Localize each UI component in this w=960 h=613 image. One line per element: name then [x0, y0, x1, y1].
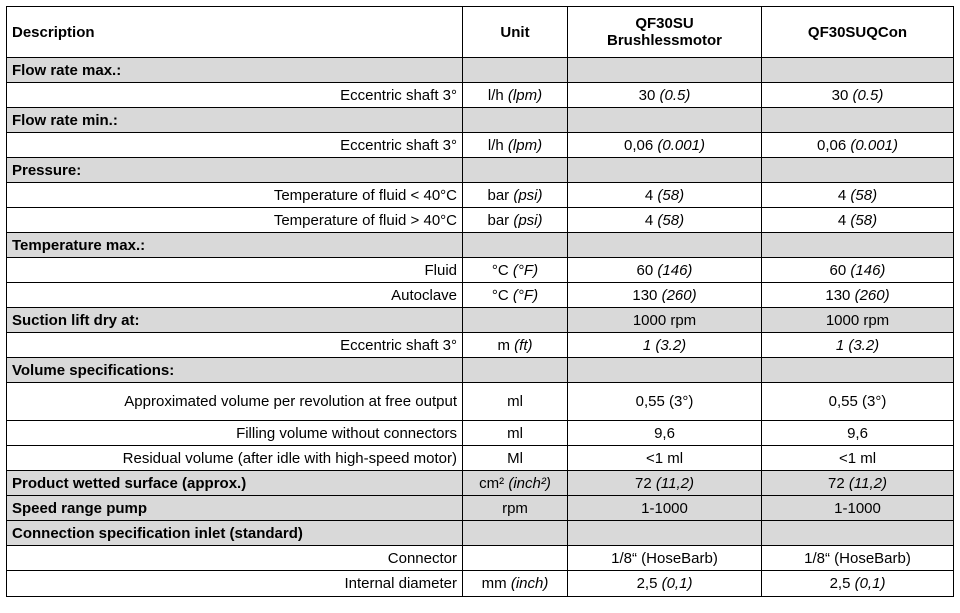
section-row [7, 521, 954, 546]
row-unit [463, 258, 568, 283]
value-qf30suqcon: 1000 rpm [762, 308, 954, 333]
row-unit: rpm [463, 496, 568, 521]
section-row [7, 358, 954, 383]
unit-alt: (°F) [512, 286, 539, 304]
row-description: Filling volume without connectors [7, 421, 463, 446]
value-main: 4 [837, 186, 847, 204]
value-main: 30 [831, 86, 849, 104]
row-unit [463, 333, 568, 358]
value-qf30suqcon [762, 83, 954, 108]
unit-alt: (lpm) [507, 136, 543, 154]
section-wetted-surface: Product wetted surface (approx.) [7, 471, 463, 496]
value-qf30su [568, 333, 762, 358]
value-qf30su [568, 208, 762, 233]
value-qf30suqcon [762, 333, 954, 358]
value-main: 2,5 [636, 575, 658, 592]
row-unit [463, 133, 568, 158]
row-unit [463, 571, 568, 597]
value-qf30su: 0,55 (3°) [568, 383, 762, 421]
unit-main: m [497, 336, 510, 354]
value-alt: (58) [657, 186, 685, 204]
value-qf30suqcon [762, 571, 954, 597]
section-row [7, 233, 954, 258]
row-description: Connector [7, 546, 463, 571]
value-alt: (260) [854, 286, 890, 304]
section-row [7, 308, 954, 333]
value-main: 60 [829, 261, 847, 279]
value-qf30suqcon [762, 471, 954, 496]
value-alt: (146) [657, 261, 693, 279]
value-main: 0,06 [817, 136, 847, 154]
unit-main: bar [487, 211, 510, 229]
value-main: 30 [638, 86, 656, 104]
section-suction-lift: Suction lift dry at: [7, 308, 463, 333]
value-alt: (0.5) [659, 86, 691, 104]
header-model-qf30suqcon: QF30SUQCon [762, 7, 954, 58]
value-main: 72 [635, 474, 652, 492]
value-alt: (0.001) [657, 136, 705, 154]
row-description: Eccentric shaft 3° [7, 83, 463, 108]
value-alt: (0.001) [850, 136, 898, 154]
table-row [7, 208, 954, 233]
section-row [7, 58, 954, 83]
row-unit [463, 471, 568, 496]
section-row [7, 471, 954, 496]
row-description: Approximated volume per revolution at free output [7, 383, 463, 421]
value-main: 130 [825, 286, 851, 304]
value-qf30suqcon: 0,55 (3°) [762, 383, 954, 421]
value-qf30su [568, 133, 762, 158]
value-main: 4 [644, 186, 654, 204]
value-alt: (0.5) [852, 86, 884, 104]
value-qf30suqcon: <1 ml [762, 446, 954, 471]
header-unit: Unit [463, 7, 568, 58]
row-unit: ml [463, 383, 568, 421]
value-alt: (58) [850, 211, 878, 229]
value-qf30suqcon: 9,6 [762, 421, 954, 446]
unit-main: mm [481, 575, 507, 592]
section-temperature-max: Temperature max.: [7, 233, 463, 258]
unit-alt: (psi) [513, 186, 543, 204]
unit-alt: (inch²) [508, 474, 551, 492]
unit-alt: (ft) [514, 336, 533, 354]
value-alt: (11,2) [848, 474, 887, 492]
value-qf30suqcon [762, 183, 954, 208]
section-row [7, 158, 954, 183]
unit-main: °C [491, 286, 509, 304]
table-row [7, 283, 954, 308]
section-flow-rate-min: Flow rate min.: [7, 108, 463, 133]
value-qf30suqcon [762, 133, 954, 158]
header-model-qf30su [568, 7, 762, 58]
table-row [7, 333, 954, 358]
unit-alt: (°F) [512, 261, 539, 279]
row-unit [463, 183, 568, 208]
row-description: Internal diameter [7, 571, 463, 597]
value-main: 130 [632, 286, 658, 304]
value-qf30suqcon: 1/8“ (HoseBarb) [762, 546, 954, 571]
value-qf30su: 9,6 [568, 421, 762, 446]
specification-table [6, 6, 954, 597]
value-main: 1 (3.2) [642, 336, 687, 354]
unit-alt: (lpm) [507, 86, 543, 104]
unit-alt: (psi) [513, 211, 543, 229]
value-qf30su [568, 283, 762, 308]
value-qf30su: 1000 rpm [568, 308, 762, 333]
table-row [7, 133, 954, 158]
section-flow-rate-max: Flow rate max.: [7, 58, 463, 83]
unit-main: l/h [487, 86, 504, 104]
value-qf30suqcon [762, 283, 954, 308]
unit-main: bar [487, 186, 510, 204]
value-qf30su: 1-1000 [568, 496, 762, 521]
value-qf30su [568, 471, 762, 496]
value-main: 72 [828, 474, 845, 492]
value-alt: (260) [661, 286, 697, 304]
value-qf30su [568, 83, 762, 108]
value-alt: (11,2) [655, 474, 694, 492]
value-main: 2,5 [829, 575, 851, 592]
row-unit [463, 83, 568, 108]
header-row [7, 7, 954, 58]
value-main: 60 [636, 261, 654, 279]
header-description: Description [7, 7, 463, 58]
row-unit [463, 208, 568, 233]
section-connection-spec: Connection specification inlet (standard) [7, 521, 463, 546]
table-row [7, 183, 954, 208]
section-row [7, 496, 954, 521]
value-qf30su [568, 183, 762, 208]
section-pressure: Pressure: [7, 158, 463, 183]
row-unit: ml [463, 421, 568, 446]
table-row [7, 571, 954, 597]
value-alt: (0,1) [854, 575, 886, 592]
value-qf30suqcon [762, 208, 954, 233]
row-unit: Ml [463, 446, 568, 471]
table-row [7, 383, 954, 421]
row-description: Residual volume (after idle with high-speed motor) [7, 446, 463, 471]
value-alt: (0,1) [661, 575, 693, 592]
table-row [7, 421, 954, 446]
value-alt: (58) [850, 186, 878, 204]
section-volume-specs: Volume specifications: [7, 358, 463, 383]
value-qf30su [568, 571, 762, 597]
value-qf30su: <1 ml [568, 446, 762, 471]
table-row [7, 258, 954, 283]
unit-main: cm² [479, 474, 505, 492]
section-row [7, 108, 954, 133]
section-speed-range: Speed range pump [7, 496, 463, 521]
unit-main: l/h [487, 136, 504, 154]
value-alt: (146) [850, 261, 886, 279]
value-main: 0,06 [624, 136, 654, 154]
value-qf30suqcon: 1-1000 [762, 496, 954, 521]
unit-alt: (inch) [510, 575, 549, 592]
value-qf30su [568, 258, 762, 283]
row-description: Temperature of fluid < 40°C [7, 183, 463, 208]
row-description: Eccentric shaft 3° [7, 133, 463, 158]
table-row [7, 83, 954, 108]
unit-main: °C [491, 261, 509, 279]
header-model-qf30su-subtitle: Brushlessmotor [606, 32, 723, 49]
value-alt: (58) [657, 211, 685, 229]
value-qf30su: 1/8“ (HoseBarb) [568, 546, 762, 571]
row-unit [463, 283, 568, 308]
row-description: Eccentric shaft 3° [7, 333, 463, 358]
value-main: 1 (3.2) [835, 336, 880, 354]
row-description: Fluid [7, 258, 463, 283]
row-description: Temperature of fluid > 40°C [7, 208, 463, 233]
row-description: Autoclave [7, 283, 463, 308]
value-qf30suqcon [762, 258, 954, 283]
table-row [7, 546, 954, 571]
header-model-qf30su-name: QF30SU [635, 15, 694, 32]
value-main: 4 [837, 211, 847, 229]
value-main: 4 [644, 211, 654, 229]
table-row [7, 446, 954, 471]
